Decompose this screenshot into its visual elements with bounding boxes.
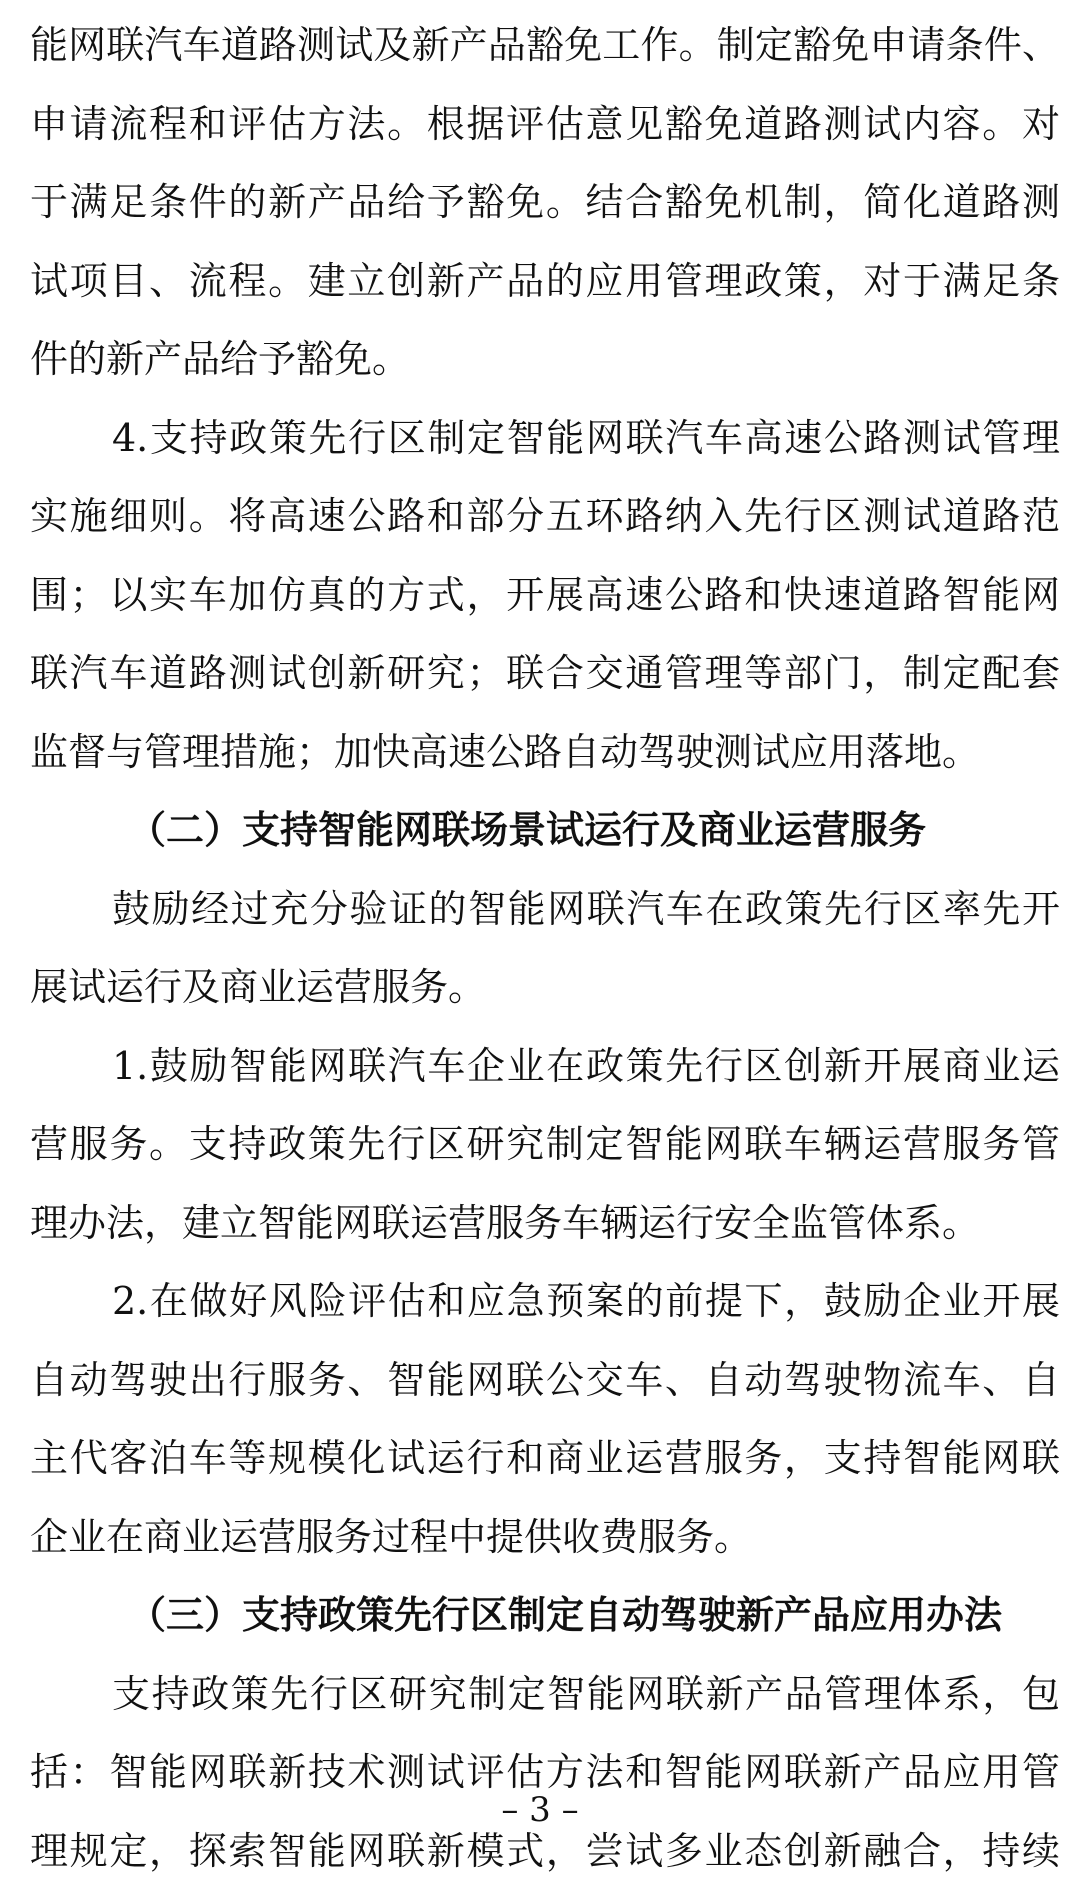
paragraph-section-3-intro: [30, 1655, 1060, 1890]
text-line: 围；以实车加仿真的方式，开展高速公路和快速道路智能网: [30, 556, 1060, 635]
paragraph-item-2: [30, 1262, 1060, 1576]
text-line: 支持政策先行区研究制定智能网联新产品管理体系，包: [30, 1655, 1060, 1734]
text-line: 试项目、流程。建立创新产品的应用管理政策，对于满足条: [30, 242, 1060, 321]
paragraph-item-4: [30, 399, 1060, 792]
text-line: 主代客泊车等规模化试运行和商业运营服务，支持智能网联: [30, 1419, 1060, 1498]
text-line: 于满足条件的新产品给予豁免。结合豁免机制，简化道路测: [30, 163, 1060, 242]
text-line: 理规定，探索智能网联新模式，尝试多业态创新融合，持续: [30, 1812, 1060, 1890]
text-line: 4.支持政策先行区制定智能网联汽车高速公路测试管理: [30, 399, 1060, 478]
text-line: 2.在做好风险评估和应急预案的前提下，鼓励企业开展: [30, 1262, 1060, 1341]
text-line: 实施细则。将高速公路和部分五环路纳入先行区测试道路范: [30, 477, 1060, 556]
page-number: – 3 –: [0, 1790, 1080, 1830]
section-heading-2: （二）支持智能网联场景试运行及商业运营服务: [30, 791, 1060, 870]
body-text: [30, 6, 1060, 1890]
text-line: 展试运行及商业运营服务。: [30, 948, 1060, 1027]
text-line: 1.鼓励智能网联汽车企业在政策先行区创新开展商业运: [30, 1027, 1060, 1106]
text-line: 监督与管理措施；加快高速公路自动驾驶测试应用落地。: [30, 713, 1060, 792]
text-line: 括：智能网联新技术测试评估方法和智能网联新产品应用管: [30, 1733, 1060, 1812]
text-line: 联汽车道路测试创新研究；联合交通管理等部门，制定配套: [30, 634, 1060, 713]
text-line: 自动驾驶出行服务、智能网联公交车、自动驾驶物流车、自: [30, 1341, 1060, 1420]
section-heading-3: （三）支持政策先行区制定自动驾驶新产品应用办法: [30, 1576, 1060, 1655]
paragraph-exemption: [30, 6, 1060, 399]
text-line: 理办法，建立智能网联运营服务车辆运行安全监管体系。: [30, 1184, 1060, 1263]
text-line: 件的新产品给予豁免。: [30, 320, 1060, 399]
text-line: 营服务。支持政策先行区研究制定智能网联车辆运营服务管: [30, 1105, 1060, 1184]
text-line: 企业在商业运营服务过程中提供收费服务。: [30, 1498, 1060, 1577]
paragraph-section-2-intro: [30, 870, 1060, 1027]
text-line: 申请流程和评估方法。根据评估意见豁免道路测试内容。对: [30, 85, 1060, 164]
text-line: 鼓励经过充分验证的智能网联汽车在政策先行区率先开: [30, 870, 1060, 949]
paragraph-item-1: [30, 1027, 1060, 1263]
text-line: 能网联汽车道路测试及新产品豁免工作。制定豁免申请条件、: [30, 6, 1060, 85]
